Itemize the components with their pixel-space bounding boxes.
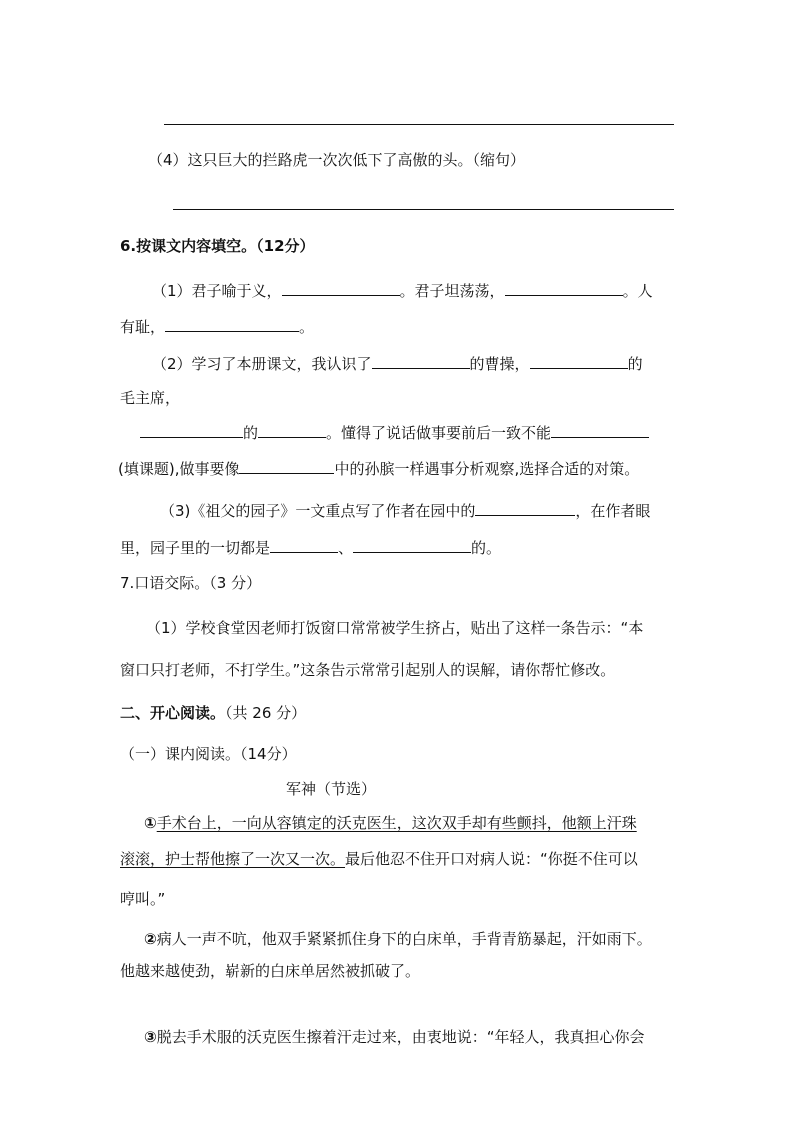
text: （共 26 分） bbox=[225, 704, 307, 722]
fill-blank[interactable] bbox=[353, 536, 471, 553]
text: 的 bbox=[243, 424, 259, 442]
text: 二、开心阅读。 bbox=[120, 704, 226, 722]
q5-item4: （4）这只巨大的拦路虎一次次低下了高傲的头。（缩句） bbox=[148, 151, 526, 169]
fill-blank[interactable] bbox=[505, 279, 623, 296]
q7-item1-line2: 窗口只打老师，不打学生。”这条告示常常引起别人的误解，请你帮忙修改。 bbox=[120, 661, 616, 679]
paragraph-number: ③ bbox=[144, 1028, 157, 1046]
text: 、 bbox=[338, 539, 354, 557]
text: 。 bbox=[299, 318, 315, 336]
text: 的 bbox=[627, 355, 643, 373]
text: 最后他忍不住开口对病人说：“你挺不住可以 bbox=[345, 850, 638, 868]
underlined-text: 手术台上，一向从容镇定的沃克医生，这次双手却有些颤抖，他额上汗珠 bbox=[156, 814, 637, 832]
q7-item1-line1: （1）学校食堂因老师打饭窗口常常被学生挤占，贴出了这样一条告示：“本 bbox=[146, 619, 644, 637]
text: ，在作者眼 bbox=[575, 502, 651, 520]
text: 中的孙膑一样遇事分析观察,选择合适的对策。 bbox=[334, 460, 640, 478]
section2-title bbox=[120, 703, 306, 723]
q7-title: 7.口语交际。（3 分） bbox=[120, 574, 262, 592]
text: 的。 bbox=[471, 539, 502, 557]
fill-blank[interactable] bbox=[372, 352, 470, 369]
section2-sub1: （一）课内阅读。（14分） bbox=[120, 745, 297, 763]
text: 有耻， bbox=[120, 318, 166, 336]
q6-item2-line1 bbox=[152, 352, 643, 374]
q6-item2-line4 bbox=[118, 457, 639, 479]
paragraph-number: ① bbox=[144, 814, 157, 832]
text: 的曹操， bbox=[469, 355, 530, 373]
q6-item2-line2: 毛主席， bbox=[120, 389, 181, 407]
q6-item1-line1 bbox=[152, 279, 653, 301]
fill-blank[interactable] bbox=[530, 352, 628, 369]
fill-blank[interactable] bbox=[475, 499, 575, 516]
passage-p2-line2: 他越来越使劲，崭新的白床单居然被抓破了。 bbox=[120, 962, 421, 980]
fill-blank[interactable] bbox=[239, 457, 334, 474]
fill-blank[interactable] bbox=[282, 279, 400, 296]
passage-title: 军神（节选） bbox=[286, 780, 377, 798]
passage-p1-line3: 哼叫。” bbox=[120, 890, 166, 908]
text: 里，园子里的一切都是 bbox=[120, 539, 271, 557]
q6-title: 6.按课文内容填空。（12分） bbox=[120, 237, 315, 255]
paragraph-number: ② bbox=[144, 930, 157, 948]
fill-blank[interactable] bbox=[140, 421, 243, 438]
answer-line[interactable] bbox=[173, 209, 674, 210]
underlined-text: 滚滚，护士帮他擦了一次又一次。 bbox=[120, 850, 346, 868]
text: （1）君子喻于义， bbox=[152, 282, 282, 300]
text: 。人 bbox=[622, 282, 653, 300]
fill-blank[interactable] bbox=[258, 421, 326, 438]
fill-blank[interactable] bbox=[270, 536, 338, 553]
text: （2）学习了本册课文，我认识了 bbox=[152, 355, 372, 373]
text: (填课题),做事要像 bbox=[118, 460, 240, 478]
q6-item3-line1 bbox=[160, 499, 650, 521]
passage-p1-line2 bbox=[120, 849, 638, 869]
fill-blank[interactable] bbox=[551, 421, 649, 438]
fill-blank[interactable] bbox=[165, 315, 299, 332]
passage-p1-line1 bbox=[144, 813, 637, 833]
text: 脱去手术服的沃克医生擦着汗走过来，由衷地说：“年轻人，我真担心你会 bbox=[156, 1028, 645, 1046]
text: 病人一声不吭，他双手紧紧抓住身下的白床单，手背青筋暴起，汗如雨下。 bbox=[156, 930, 652, 948]
text: 。君子坦荡荡， bbox=[399, 282, 505, 300]
passage-p2-line1 bbox=[144, 929, 652, 949]
q6-item2-line3 bbox=[140, 421, 649, 443]
text: （3)《祖父的园子》一文重点写了作者在园中的 bbox=[160, 502, 476, 520]
passage-p3-line1 bbox=[144, 1027, 644, 1047]
q6-item3-line2 bbox=[120, 536, 501, 558]
q6-item1-line2 bbox=[120, 315, 314, 337]
text: 。懂得了说话做事要前后一致不能 bbox=[326, 424, 552, 442]
answer-line[interactable] bbox=[164, 124, 674, 125]
